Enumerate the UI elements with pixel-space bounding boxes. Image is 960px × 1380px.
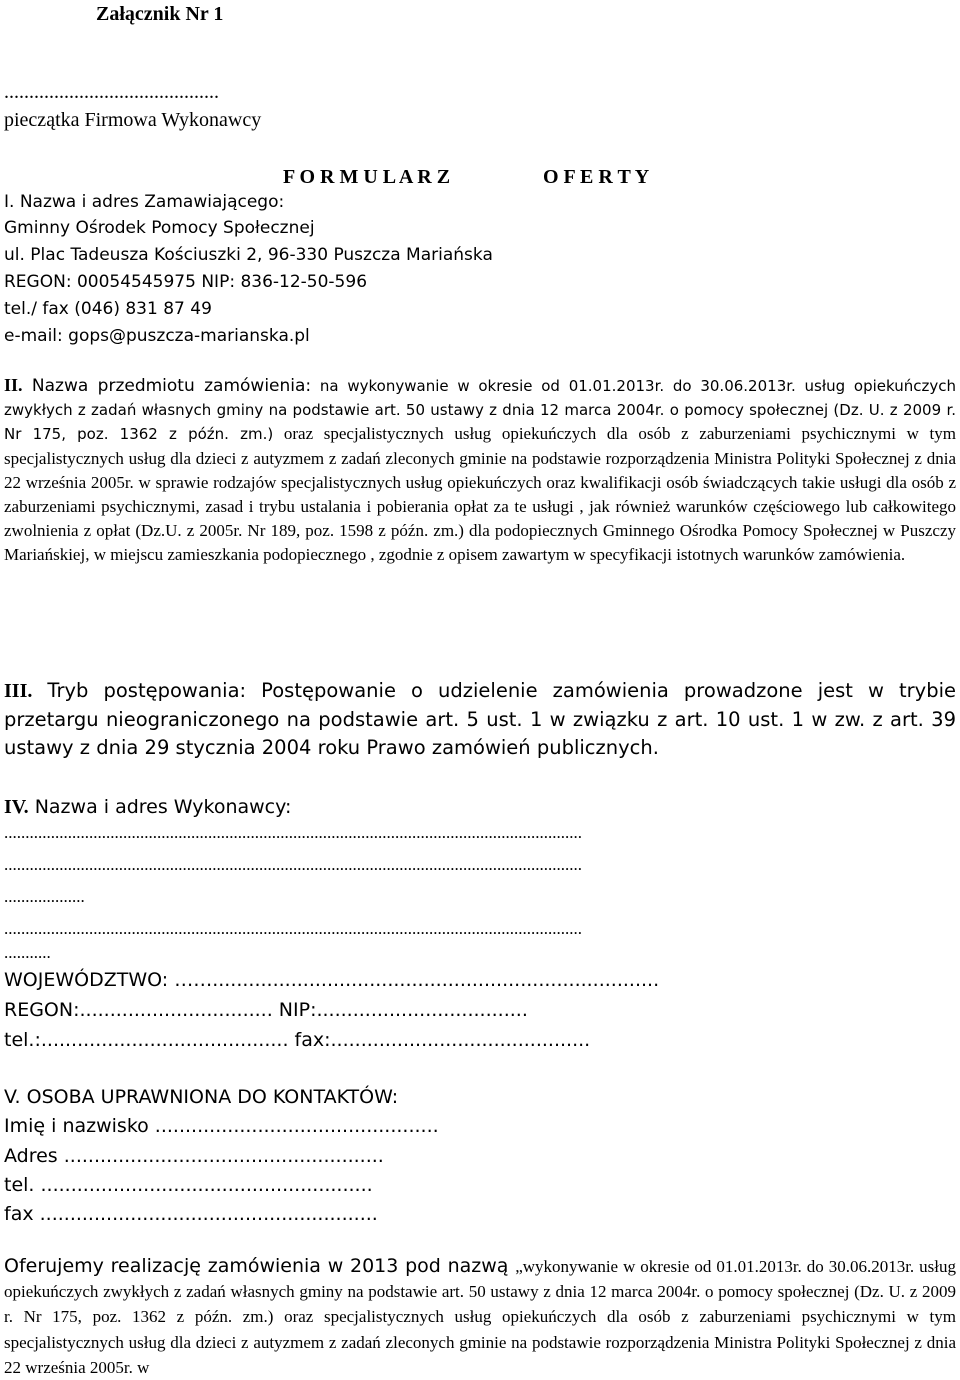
form-title-part1: F O R M U L A R Z	[283, 166, 451, 188]
stamp-dots: ...........................................	[4, 81, 219, 103]
customer-phone: tel./ fax (046) 831 87 49	[4, 299, 212, 319]
contact-tel-field: tel. .......................................................	[4, 1174, 373, 1196]
section2-label: Nazwa przedmiotu zamówienia:	[22, 376, 312, 396]
contractor-dots-5: ...........	[4, 943, 51, 962]
contractor-dots-4: ........................................................................................................................................	[4, 919, 582, 938]
section5-heading: V. OSOBA UPRAWNIONA DO KONTAKTÓW:	[4, 1086, 399, 1108]
contact-address-field: Adres .....................................................	[4, 1145, 384, 1167]
section1-heading-text: I. Nazwa i adres Zamawiającego:	[4, 192, 285, 212]
customer-name: Gminny Ośrodek Pomocy Społecznej	[4, 218, 315, 238]
section2-body: oraz specjalistycznych usług opiekuńczych dla osób z zaburzeniami psychicznymi w tym specjalistycznych usług dla dzieci z autyzmem z zadań zleconych gminie na podstawie rozporządzenia Ministra Polityki Społecznej z dnia 22 września 2005r. w sprawie rodzajów specjalistycznych usług opiekuńczych oraz kwalifikacji osób świadczących takie usługi dla osób z zaburzeniami psychicznymi, zasad i trybu ustalania i pobierania opłat za te usługi , jak również warunków częściowego lub całkowitego zwolnienia z opłat (Dz.U. z 2005r. Nr 189, poz. 1598 z późn. zm.) dla podopiecznych Gminnego Ośrodka Pomocy Społecznej w Puszczy Mariańskiej, w miejscu zamieszkania podopiecznego , zgodnie z opisem zawartym w specyfikacji istotnych warunków zamówienia.	[4, 424, 956, 565]
section2-subject	[4, 373, 956, 568]
contact-name-field: Imię i nazwisko ...............................................	[4, 1115, 439, 1137]
customer-email: e-mail: gops@puszcza-marianska.pl	[4, 326, 310, 346]
attachment-title: Załącznik Nr 1	[96, 3, 224, 25]
offer-lead: Oferujemy realizację zamówienia w 2013 pod nazwą	[4, 1255, 516, 1277]
section3-text: Tryb postępowania: Postępowanie o udzielenie zamówienia prowadzone jest w trybie przetargu nieograniczonego na podstawie art. 5 ust. 1 w związku z art. 10 ust. 1 w zw. z art. 39 ustawy z dnia 29 stycznia 2004 roku Prawo zamówień publicznych.	[4, 679, 956, 759]
regon-nip-field: REGON:................................ NIP:...................................	[4, 999, 528, 1021]
tel-fax-field: tel.:......................................... fax:...........................................	[4, 1029, 591, 1051]
customer-address: ul. Plac Tadeusza Kościuszki 2, 96-330 Puszcza Mariańska	[4, 245, 493, 265]
offer-statement	[4, 1254, 956, 1380]
contact-fax-field: fax ........................................................	[4, 1203, 378, 1225]
contractor-dots-2: ........................................................................................................................................	[4, 855, 582, 874]
voivodeship-field: WOJEWÓDZTWO: ……..........................................................................	[4, 969, 660, 991]
contractor-dots-1: ........................................................................................................................................	[4, 823, 582, 842]
offer-text: „wykonywanie w okresie od 01.01.2013r. do 30.06.2013r. usług opiekuńczych zwykłych z zadań własnych gminy na podstawie art. 50 ustawy z dnia 12 marca 2004r. o pomocy społecznej (Dz. U. z 2009 r. Nr 175, poz. 1362 z późn. zm.) oraz specjalistycznych usług opiekuńczych dla osób z zaburzeniami psychicznymi w tym specjalistycznych usług dla dzieci z autyzmem z zadań zleconych gminie na podstawie rozporządzenia Ministra Polityki Społecznej z dnia 22 września 2005r. w	[4, 1257, 956, 1377]
section1-heading	[4, 190, 284, 214]
section2-number: II.	[4, 375, 23, 395]
section4-heading	[4, 793, 291, 821]
section3-procedure	[4, 677, 956, 763]
section4-label: Nazwa i adres Wykonawcy:	[28, 796, 292, 818]
section3-number: III.	[4, 680, 33, 702]
form-title-part2: O F E R T Y	[543, 166, 650, 188]
section2-intro: na wykonywanie w okresie od 01.01.2013r. do 30.06.2013r. usług opiekuńczych zwykłych z zadań własnych gminy na podstawie art. 50 ustawy z dnia 12 marca 2004r. o pomocy społecznej (Dz. U. z 2009 r. Nr 175, poz. 1362 z późn. zm.)	[4, 377, 956, 444]
customer-regon-nip: REGON: 00054545975 NIP: 836-12-50-596	[4, 272, 368, 292]
stamp-label: pieczątka Firmowa Wykonawcy	[4, 109, 262, 131]
section4-number: IV.	[4, 796, 29, 818]
contractor-dots-3: ...................	[4, 887, 85, 906]
